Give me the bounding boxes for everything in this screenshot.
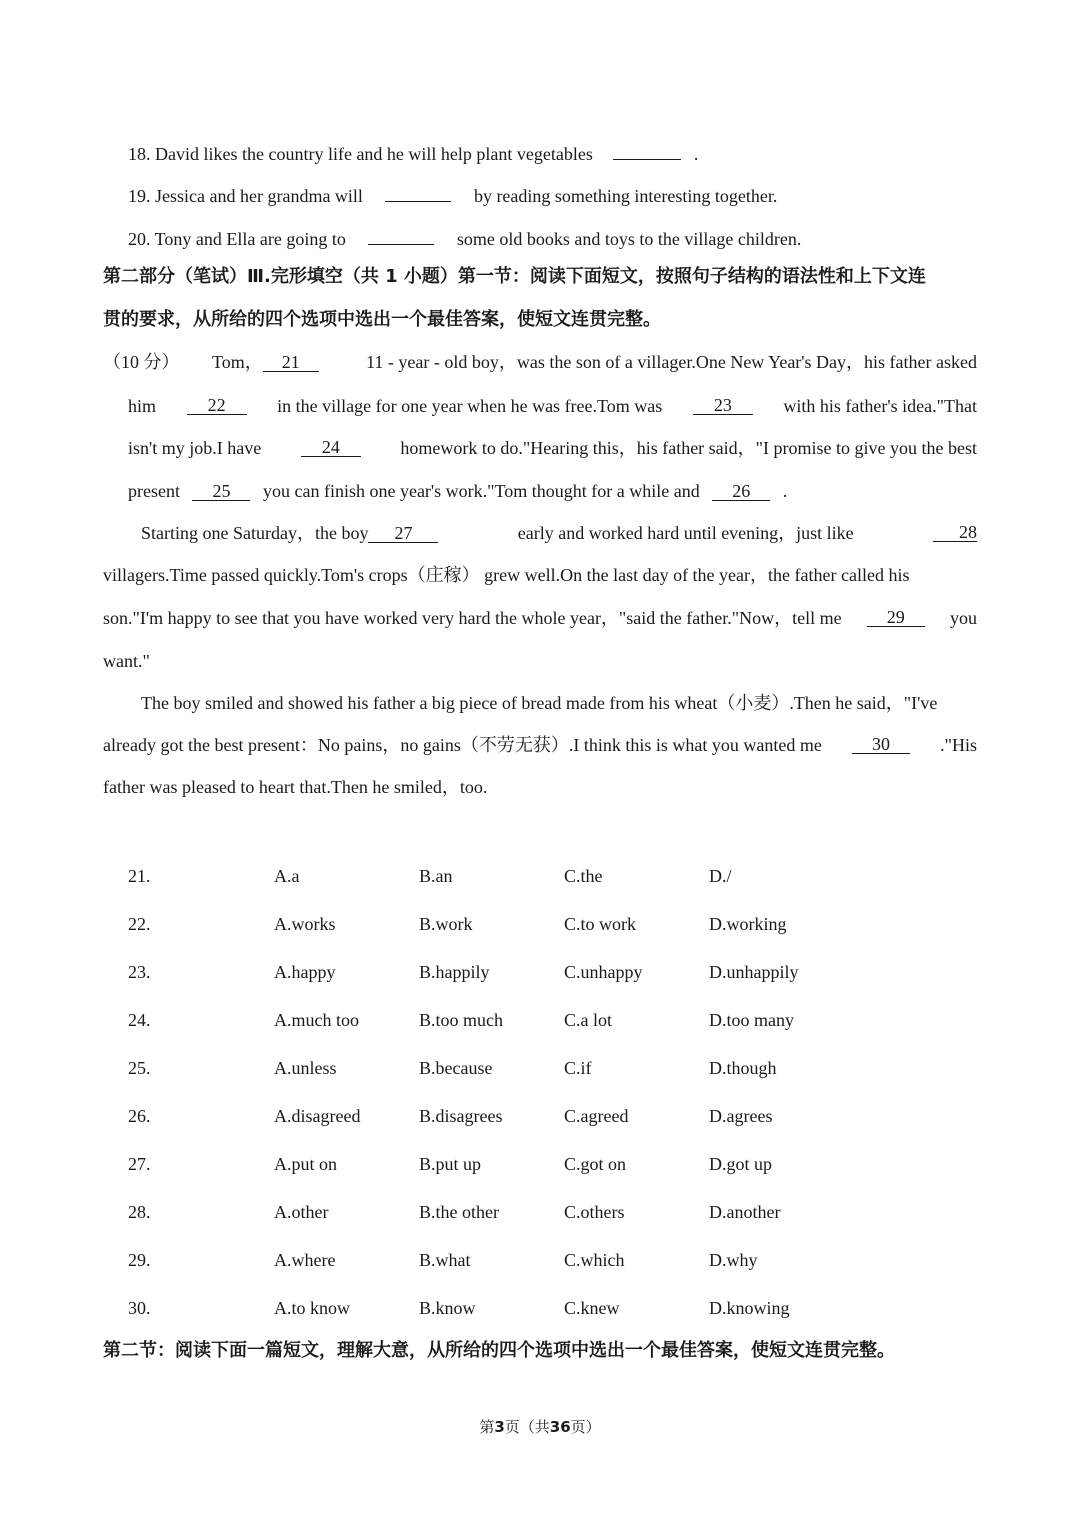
footer-mid: 页（共 (504, 1418, 550, 1436)
option-b[interactable]: B.work (419, 914, 473, 934)
option-c[interactable]: C.agreed (564, 1106, 629, 1126)
option-number: 24. (128, 1010, 151, 1030)
passage-line-7 (103, 606, 977, 630)
option-a[interactable]: A.works (274, 914, 336, 934)
passage-line-10 (103, 733, 977, 757)
option-number: 28. (128, 1202, 151, 1222)
option-d[interactable]: D.knowing (709, 1298, 790, 1318)
option-c[interactable]: C.others (564, 1202, 625, 1222)
option-number: 22. (128, 914, 151, 934)
option-c[interactable]: C.unhappy (564, 962, 643, 982)
option-c[interactable]: C.to work (564, 914, 636, 934)
blank-25[interactable]: 25 (192, 480, 250, 501)
option-d[interactable]: D.working (709, 914, 787, 934)
option-c[interactable]: C.which (564, 1250, 625, 1270)
option-a[interactable]: A.much too (274, 1010, 359, 1030)
blank-26[interactable]: 26 (712, 480, 770, 501)
answer-blank-18[interactable] (613, 139, 681, 160)
blank-30[interactable]: 30 (852, 733, 910, 754)
option-b[interactable]: B.an (419, 866, 453, 886)
option-d[interactable]: D.why (709, 1250, 758, 1270)
option-b[interactable]: B.put up (419, 1154, 482, 1174)
question-18-text: 18. David likes the country life and he will help plant vegetables (128, 144, 593, 164)
footer-page-number: 3 (494, 1418, 505, 1436)
passage-line-11 (103, 775, 487, 799)
passage-text: son."I'm happy to see that you have worked very hard the whole year，"said the father."Now，tell me (103, 608, 842, 628)
option-a[interactable]: A.unless (274, 1058, 337, 1078)
passage-line-1 (103, 350, 977, 374)
option-d[interactable]: D.too many (709, 1010, 794, 1030)
blank-29[interactable]: 29 (867, 606, 925, 627)
question-19-post: by reading something interesting together. (473, 186, 778, 206)
option-b[interactable]: B.disagrees (419, 1106, 503, 1126)
option-a[interactable]: A.a (274, 866, 300, 886)
option-a[interactable]: A.disagreed (274, 1106, 361, 1126)
option-d[interactable]: D.got up (709, 1154, 772, 1174)
passage-text: early and worked hard until evening，just like (517, 523, 854, 543)
passage-text: want." (103, 651, 150, 671)
option-number: 30. (128, 1298, 151, 1318)
option-c[interactable]: C.if (564, 1058, 592, 1078)
passage-text: you (949, 608, 977, 628)
blank-21[interactable]: 21 (263, 351, 319, 372)
question-19-pre: 19. Jessica and her grandma will (128, 186, 363, 206)
option-b[interactable]: B.too much (419, 1010, 503, 1030)
option-d[interactable]: D.another (709, 1202, 781, 1222)
footer-suffix: 页） (570, 1418, 601, 1436)
option-number: 21. (128, 866, 151, 886)
option-a[interactable]: A.to know (274, 1298, 350, 1318)
passage-line-8 (103, 649, 150, 673)
section-2-heading: 第二节：阅读下面一篇短文，理解大意，从所给的四个选项中选出一个最佳答案，使短文连贯完整。 (103, 1340, 895, 1361)
passage-text: . (782, 481, 788, 501)
question-20-pre: 20. Tony and Ella are going to (128, 229, 346, 249)
passage-text: Starting one Saturday，the boy (141, 523, 369, 543)
option-d[interactable]: D.agrees (709, 1106, 773, 1126)
question-19 (128, 181, 777, 208)
option-b[interactable]: B.the other (419, 1202, 499, 1222)
option-b[interactable]: B.know (419, 1298, 476, 1318)
passage-line-4 (128, 479, 787, 503)
passage-text: him (128, 396, 157, 416)
question-20-post: some old books and toys to the village children. (456, 229, 802, 249)
passage-line-2 (128, 394, 977, 418)
passage-text: father was pleased to heart that.Then he smiled，too. (103, 777, 488, 797)
option-c[interactable]: C.the (564, 866, 603, 886)
blank-22[interactable]: 22 (187, 394, 247, 415)
option-b[interactable]: B.what (419, 1250, 471, 1270)
option-c[interactable]: C.got on (564, 1154, 627, 1174)
option-number: 23. (128, 962, 151, 982)
blank-24[interactable]: 24 (301, 436, 361, 457)
option-d[interactable]: D.unhappily (709, 962, 799, 982)
option-b[interactable]: B.happily (419, 962, 490, 982)
passage-text: isn't my job.I have (128, 438, 262, 458)
passage-text: ."His (940, 735, 977, 755)
passage-text: present (128, 481, 180, 501)
passage-line-5 (141, 521, 977, 545)
answer-blank-20[interactable] (368, 224, 434, 245)
section-heading-line-1: 第二部分（笔试）Ⅲ.完形填空（共 1 小题）第一节：阅读下面短文，按照句子结构的语法性和上下文连 (103, 266, 926, 287)
passage-text: The boy smiled and showed his father a big piece of bread made from his wheat（小麦）.Then he said，"I've (141, 693, 938, 713)
blank-23[interactable]: 23 (693, 394, 753, 415)
option-c[interactable]: C.knew (564, 1298, 620, 1318)
question-18-end: . (693, 144, 699, 164)
option-d[interactable]: D./ (709, 866, 732, 886)
option-d[interactable]: D.though (709, 1058, 777, 1078)
passage-text: 11 - year - old boy，was the son of a villager.One New Year's Day，his father asked (366, 352, 977, 372)
option-a[interactable]: A.put on (274, 1154, 337, 1174)
passage-text: you can finish one year's work."Tom thought for a while and (262, 481, 700, 501)
blank-28[interactable]: 28 (933, 521, 977, 542)
passage-text: Tom， (212, 352, 263, 372)
passage-text: already got the best present：No pains，no gains（不劳无获）.I think this is what you wanted me (103, 735, 822, 755)
passage-text: with his father's idea."That (783, 396, 977, 416)
footer-total-pages: 36 (549, 1418, 571, 1436)
passage-text: homework to do."Hearing this，his father said，"I promise to give you the best (400, 438, 977, 458)
option-number: 29. (128, 1250, 151, 1270)
question-20 (128, 224, 801, 251)
passage-line-3 (128, 436, 977, 460)
option-c[interactable]: C.a lot (564, 1010, 612, 1030)
blank-27[interactable]: 27 (368, 522, 438, 543)
passage-text: villagers.Time passed quickly.Tom's crops（庄稼） grew well.On the last day of the year，the father called his (103, 565, 910, 585)
page-footer (0, 1416, 1080, 1437)
option-a[interactable]: A.where (274, 1250, 336, 1270)
option-a[interactable]: A.happy (274, 962, 336, 982)
passage-line-6 (103, 563, 909, 587)
question-18 (128, 139, 698, 166)
score-label: （10 分） (103, 352, 180, 372)
option-a[interactable]: A.other (274, 1202, 329, 1222)
section-heading-line-2: 贯的要求，从所给的四个选项中选出一个最佳答案，使短文连贯完整。 (103, 309, 661, 330)
passage-line-9 (141, 691, 937, 715)
option-b[interactable]: B.because (419, 1058, 493, 1078)
footer-prefix: 第 (479, 1418, 495, 1436)
option-number: 27. (128, 1154, 151, 1174)
passage-text: in the village for one year when he was free.Tom was (277, 396, 663, 416)
option-number: 25. (128, 1058, 151, 1078)
answer-blank-19[interactable] (385, 181, 451, 202)
option-number: 26. (128, 1106, 151, 1126)
